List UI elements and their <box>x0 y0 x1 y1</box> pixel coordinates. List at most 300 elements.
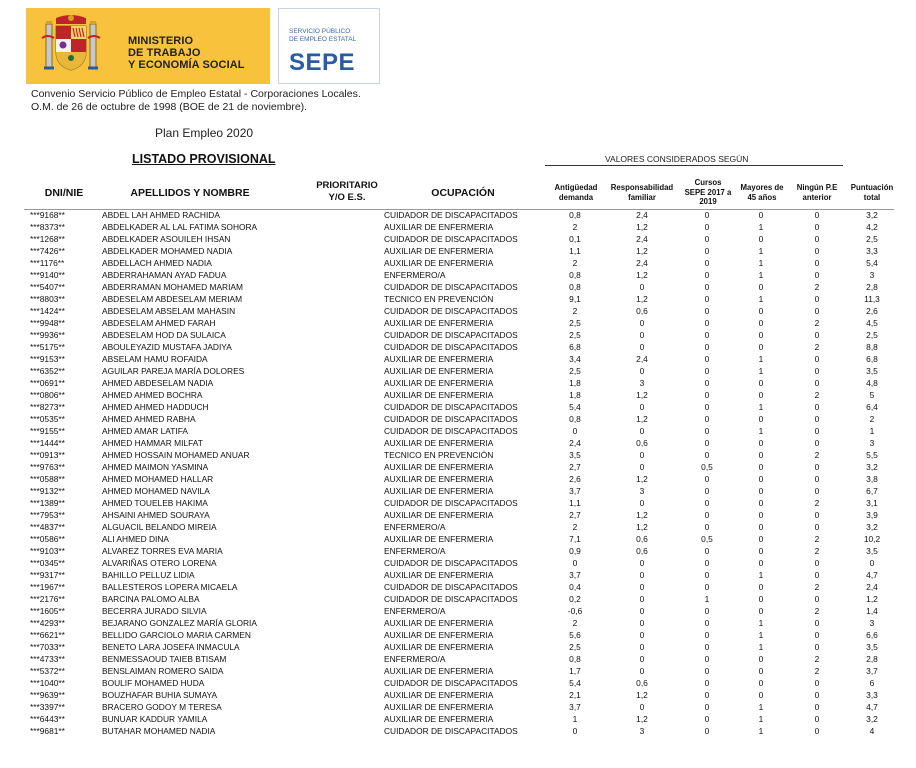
dni-cell: ***4733** <box>30 654 65 664</box>
col-header-cursos-line-3: 2019 <box>699 197 717 206</box>
puntuacion-cell: 3,5 <box>866 546 878 556</box>
occupation-cell: AUXILIAR DE ENFERMERIA <box>384 246 494 256</box>
puntuacion-cell: 3,9 <box>866 510 878 520</box>
mayores-cell: 1 <box>758 642 764 652</box>
ningun-cell: 2 <box>814 282 820 292</box>
dni-cell: ***9168** <box>30 210 65 220</box>
dni-cell: ***0588** <box>30 474 65 484</box>
mayores-cell: 0 <box>758 678 764 688</box>
puntuacion-cell: 4,7 <box>866 570 878 580</box>
responsabilidad-cell: 3 <box>639 486 645 496</box>
responsabilidad-cell: 0,6 <box>636 438 648 448</box>
name-cell: AHMED HOSSAIN MOHAMED ANUAR <box>102 450 250 460</box>
table-row <box>24 617 894 629</box>
name-cell: ABDELKADER ASOUILEH IHSAN <box>102 234 231 244</box>
dni-cell: ***9681** <box>30 726 65 736</box>
name-cell: ABDELKADER MOHAMED NADIA <box>102 246 233 256</box>
col-header-puntuacion <box>846 183 898 202</box>
mayores-cell: 0 <box>758 474 764 484</box>
mayores-cell: 1 <box>758 426 764 436</box>
cursos-cell: 0 <box>704 294 710 304</box>
ningun-cell: 0 <box>814 210 820 220</box>
ningun-cell: 0 <box>814 270 820 280</box>
name-cell: AHMED TOUELEB HAKIMA <box>102 498 208 508</box>
responsabilidad-cell: 1,2 <box>636 246 648 256</box>
responsabilidad-cell: 0 <box>639 642 645 652</box>
puntuacion-cell: 5 <box>869 390 875 400</box>
mayores-cell: 0 <box>758 318 764 328</box>
ningun-cell: 0 <box>814 246 820 256</box>
responsabilidad-cell: 0 <box>639 654 645 664</box>
occupation-cell: CUIDADOR DE DISCAPACITADOS <box>384 306 518 316</box>
mayores-cell: 1 <box>758 714 764 724</box>
puntuacion-cell: 6,4 <box>866 402 878 412</box>
antiguedad-cell: 1,1 <box>569 498 581 508</box>
occupation-cell: TECNICO EN PREVENCIÓN <box>384 450 494 460</box>
col-header-ningun-line-1: Ningún P.E <box>796 183 838 192</box>
antiguedad-cell: 3,7 <box>569 486 581 496</box>
ningun-cell: 0 <box>814 414 820 424</box>
mayores-cell: 0 <box>758 390 764 400</box>
puntuacion-cell: 1,4 <box>866 606 878 616</box>
name-cell: AHMED MAIMON YASMINA <box>102 462 209 472</box>
antiguedad-cell: 9,1 <box>569 294 581 304</box>
mayores-cell: 1 <box>758 726 764 736</box>
name-cell: AHMED AMAR LATIFA <box>102 426 188 436</box>
ningun-cell: 0 <box>814 486 820 496</box>
ministerio-line-1: MINISTERIO <box>128 35 194 47</box>
col-header-dni: DNI/NIE <box>44 187 84 199</box>
mayores-cell: 0 <box>758 582 764 592</box>
occupation-cell: CUIDADOR DE DISCAPACITADOS <box>384 558 518 568</box>
mayores-cell: 0 <box>758 414 764 424</box>
occupation-cell: AUXILIAR DE ENFERMERIA <box>384 258 494 268</box>
antiguedad-cell: 0,8 <box>569 270 581 280</box>
antiguedad-cell: 3,4 <box>569 354 581 364</box>
dni-cell: ***0345** <box>30 558 65 568</box>
mayores-cell: 0 <box>758 522 764 532</box>
name-cell: AHMED AHMED RABHA <box>102 414 196 424</box>
antiguedad-cell: 0 <box>572 726 578 736</box>
col-header-mayores-line-2: 45 años <box>747 192 777 202</box>
mayores-cell: 0 <box>758 282 764 292</box>
responsabilidad-cell: 0 <box>639 498 645 508</box>
cursos-cell: 0 <box>704 606 710 616</box>
occupation-cell: ENFERMERO/A <box>384 654 446 664</box>
table-row <box>24 569 894 581</box>
occupation-cell: AUXILIAR DE ENFERMERIA <box>384 390 494 400</box>
ningun-cell: 0 <box>814 594 820 604</box>
valores-heading: VALORES CONSIDERADOS SEGÚN <box>605 154 749 164</box>
ningun-cell: 2 <box>814 498 820 508</box>
cursos-cell: 0 <box>704 522 710 532</box>
mayores-cell: 1 <box>758 366 764 376</box>
mayores-cell: 0 <box>758 498 764 508</box>
cursos-cell: 0 <box>704 630 710 640</box>
occupation-cell: ENFERMERO/A <box>384 522 446 532</box>
occupation-cell: CUIDADOR DE DISCAPACITADOS <box>384 330 518 340</box>
cursos-cell: 0 <box>704 618 710 628</box>
dni-cell: ***9153** <box>30 354 65 364</box>
dni-cell: ***1040** <box>30 678 65 688</box>
antiguedad-cell: 3,5 <box>569 450 581 460</box>
cursos-cell: 0 <box>704 330 710 340</box>
ningun-cell: 0 <box>814 690 820 700</box>
ningun-cell: 0 <box>814 726 820 736</box>
dni-cell: ***0586** <box>30 534 65 544</box>
cursos-cell: 0 <box>704 474 710 484</box>
antiguedad-cell: 2,6 <box>569 474 581 484</box>
antiguedad-cell: 0,8 <box>569 210 581 220</box>
cursos-cell: 0 <box>704 426 710 436</box>
responsabilidad-cell: 0 <box>639 282 645 292</box>
cursos-cell: 0,5 <box>701 534 713 544</box>
ningun-cell: 2 <box>814 318 820 328</box>
puntuacion-cell: 2,8 <box>866 282 878 292</box>
cursos-cell: 0 <box>704 582 710 592</box>
antiguedad-cell: 0 <box>572 558 578 568</box>
mayores-cell: 0 <box>758 330 764 340</box>
intro-line-2: O.M. de 26 de octubre de 1998 (BOE de 21 de noviembre). <box>31 100 308 113</box>
table-row <box>24 233 894 245</box>
mayores-cell: 0 <box>758 534 764 544</box>
cursos-cell: 0 <box>704 354 710 364</box>
dni-cell: ***6352** <box>30 366 65 376</box>
dni-cell: ***4293** <box>30 618 65 628</box>
table-row <box>24 449 894 461</box>
name-cell: AHMED MOHAMED NAVILA <box>102 486 210 496</box>
mayores-cell: 1 <box>758 270 764 280</box>
ningun-cell: 2 <box>814 450 820 460</box>
puntuacion-cell: 4,7 <box>866 702 878 712</box>
cursos-cell: 0 <box>704 714 710 724</box>
cursos-cell: 0 <box>704 210 710 220</box>
table-row <box>24 377 894 389</box>
sepe-logo <box>278 8 380 84</box>
name-cell: AHMED ABDESELAM NADIA <box>102 378 214 388</box>
ningun-cell: 2 <box>814 606 820 616</box>
occupation-cell: AUXILIAR DE ENFERMERIA <box>384 354 494 364</box>
name-cell: ALVARIÑAS OTERO LORENA <box>102 558 217 568</box>
puntuacion-cell: 1,2 <box>866 594 878 604</box>
responsabilidad-cell: 2,4 <box>636 354 648 364</box>
dni-cell: ***9936** <box>30 330 65 340</box>
dni-cell: ***5407** <box>30 282 65 292</box>
table-row <box>24 497 894 509</box>
occupation-cell: CUIDADOR DE DISCAPACITADOS <box>384 594 518 604</box>
puntuacion-cell: 3,2 <box>866 462 878 472</box>
antiguedad-cell: 1,7 <box>569 666 581 676</box>
mayores-cell: 0 <box>758 450 764 460</box>
antiguedad-cell: 2 <box>572 522 578 532</box>
ningun-cell: 0 <box>814 306 820 316</box>
col-header-cursos <box>680 178 736 207</box>
sepe-subtitle <box>289 28 356 44</box>
col-header-responsabilidad-line-1: Responsabilidad <box>610 183 674 192</box>
occupation-cell: AUXILIAR DE ENFERMERIA <box>384 534 494 544</box>
occupation-cell: CUIDADOR DE DISCAPACITADOS <box>384 582 518 592</box>
puntuacion-cell: 3,2 <box>866 210 878 220</box>
dni-cell: ***7033** <box>30 642 65 652</box>
cursos-cell: 0 <box>704 258 710 268</box>
responsabilidad-cell: 1,2 <box>636 270 648 280</box>
ningun-cell: 0 <box>814 234 820 244</box>
table-row <box>24 257 894 269</box>
occupation-cell: AUXILIAR DE ENFERMERIA <box>384 438 494 448</box>
ningun-cell: 2 <box>814 666 820 676</box>
mayores-cell: 0 <box>758 606 764 616</box>
puntuacion-cell: 8,8 <box>866 342 878 352</box>
occupation-cell: AUXILIAR DE ENFERMERIA <box>384 690 494 700</box>
antiguedad-cell: 2,4 <box>569 438 581 448</box>
cursos-cell: 0 <box>704 570 710 580</box>
cursos-cell: 0 <box>704 318 710 328</box>
dni-cell: ***1444** <box>30 438 65 448</box>
responsabilidad-cell: 0 <box>639 666 645 676</box>
name-cell: AHSAINI AHMED SOURAYA <box>102 510 210 520</box>
occupation-cell: AUXILIAR DE ENFERMERIA <box>384 618 494 628</box>
occupation-cell: CUIDADOR DE DISCAPACITADOS <box>384 342 518 352</box>
puntuacion-cell: 3,5 <box>866 366 878 376</box>
cursos-cell: 0 <box>704 342 710 352</box>
listado-title: LISTADO PROVISIONAL <box>132 152 276 166</box>
responsabilidad-cell: 0 <box>639 570 645 580</box>
cursos-cell: 0 <box>704 666 710 676</box>
cursos-cell: 0 <box>704 486 710 496</box>
puntuacion-cell: 3,7 <box>866 666 878 676</box>
puntuacion-cell: 3 <box>869 270 875 280</box>
responsabilidad-cell: 0 <box>639 618 645 628</box>
name-cell: ABDEL LAH AHMED RACHIDA <box>102 210 220 220</box>
cursos-cell: 0 <box>704 390 710 400</box>
dni-cell: ***0806** <box>30 390 65 400</box>
responsabilidad-cell: 0 <box>639 450 645 460</box>
occupation-cell: CUIDADOR DE DISCAPACITADOS <box>384 402 518 412</box>
antiguedad-cell: 2 <box>572 258 578 268</box>
valores-divider <box>545 165 843 166</box>
mayores-cell: 0 <box>758 438 764 448</box>
responsabilidad-cell: 0 <box>639 582 645 592</box>
plan-title: Plan Empleo 2020 <box>155 126 254 140</box>
table-row <box>24 677 894 689</box>
responsabilidad-cell: 2,4 <box>636 210 648 220</box>
antiguedad-cell: 5,4 <box>569 678 581 688</box>
responsabilidad-cell: 0 <box>639 462 645 472</box>
cursos-cell: 0 <box>704 282 710 292</box>
occupation-cell: TECNICO EN PREVENCIÓN <box>384 294 494 304</box>
puntuacion-cell: 0 <box>869 558 875 568</box>
name-cell: AHMED HAMMAR MILFAT <box>102 438 203 448</box>
antiguedad-cell: 0,4 <box>569 582 581 592</box>
puntuacion-cell: 3,1 <box>866 498 878 508</box>
ningun-cell: 0 <box>814 438 820 448</box>
col-header-ningun <box>790 183 844 202</box>
mayores-cell: 1 <box>758 702 764 712</box>
name-cell: BECERRA JURADO SILVIA <box>102 606 207 616</box>
cursos-cell: 0,5 <box>701 462 713 472</box>
name-cell: AGUILAR PAREJA MARÍA DOLORES <box>102 366 245 376</box>
cursos-cell: 0 <box>704 366 710 376</box>
responsabilidad-cell: 0 <box>639 366 645 376</box>
ningun-cell: 0 <box>814 570 820 580</box>
name-cell: ABDELLACH AHMED NADIA <box>102 258 212 268</box>
responsabilidad-cell: 0 <box>639 594 645 604</box>
puntuacion-cell: 1 <box>869 426 875 436</box>
occupation-cell: AUXILIAR DE ENFERMERIA <box>384 702 494 712</box>
responsabilidad-cell: 0,6 <box>636 306 648 316</box>
occupation-cell: AUXILIAR DE ENFERMERIA <box>384 318 494 328</box>
table-row <box>24 317 894 329</box>
occupation-cell: AUXILIAR DE ENFERMERIA <box>384 570 494 580</box>
dni-cell: ***7426** <box>30 246 65 256</box>
mayores-cell: 1 <box>758 294 764 304</box>
name-cell: BAHILLO PELLUZ LIDIA <box>102 570 195 580</box>
cursos-cell: 0 <box>704 234 710 244</box>
mayores-cell: 0 <box>758 510 764 520</box>
dni-cell: ***0913** <box>30 450 65 460</box>
cursos-cell: 0 <box>704 402 710 412</box>
responsabilidad-cell: 0 <box>639 318 645 328</box>
table-row <box>24 425 894 437</box>
ningun-cell: 2 <box>814 654 820 664</box>
ningun-cell: 2 <box>814 342 820 352</box>
cursos-cell: 0 <box>704 642 710 652</box>
dni-cell: ***5372** <box>30 666 65 676</box>
table-row <box>24 629 894 641</box>
cursos-cell: 0 <box>704 558 710 568</box>
responsabilidad-cell: 1,2 <box>636 690 648 700</box>
col-header-mayores-line-1: Mayores de <box>740 183 784 192</box>
antiguedad-cell: 2,5 <box>569 366 581 376</box>
mayores-cell: 1 <box>758 402 764 412</box>
ministerio-line-3: Y ECONOMÍA SOCIAL <box>128 59 245 71</box>
ningun-cell: 0 <box>814 714 820 724</box>
puntuacion-cell: 2,6 <box>866 306 878 316</box>
mayores-cell: 0 <box>758 486 764 496</box>
table-row <box>24 341 894 353</box>
cursos-cell: 0 <box>704 678 710 688</box>
name-cell: BOULIF MOHAMED HUDA <box>102 678 205 688</box>
table-row <box>24 401 894 413</box>
mayores-cell: 1 <box>758 570 764 580</box>
puntuacion-cell: 4 <box>869 726 875 736</box>
table-row <box>24 461 894 473</box>
occupation-cell: AUXILIAR DE ENFERMERIA <box>384 510 494 520</box>
responsabilidad-cell: 1,2 <box>636 522 648 532</box>
puntuacion-cell: 6,6 <box>866 630 878 640</box>
table-row <box>24 389 894 401</box>
occupation-cell: CUIDADOR DE DISCAPACITADOS <box>384 210 518 220</box>
name-cell: BENETO LARA JOSEFA INMACULA <box>102 642 240 652</box>
name-cell: BUTAHAR MOHAMED NADIA <box>102 726 216 736</box>
occupation-cell: CUIDADOR DE DISCAPACITADOS <box>384 282 518 292</box>
occupation-cell: AUXILIAR DE ENFERMERIA <box>384 714 494 724</box>
table-row <box>24 713 894 725</box>
cursos-cell: 0 <box>704 726 710 736</box>
mayores-cell: 0 <box>758 690 764 700</box>
dni-cell: ***8273** <box>30 402 65 412</box>
puntuacion-cell: 3 <box>869 438 875 448</box>
ningun-cell: 0 <box>814 474 820 484</box>
ningun-cell: 0 <box>814 558 820 568</box>
cursos-cell: 0 <box>704 498 710 508</box>
mayores-cell: 1 <box>758 354 764 364</box>
table-row <box>24 281 894 293</box>
dni-cell: ***9155** <box>30 426 65 436</box>
responsabilidad-cell: 0,6 <box>636 546 648 556</box>
dni-cell: ***9103** <box>30 546 65 556</box>
ningun-cell: 0 <box>814 522 820 532</box>
dni-cell: ***0691** <box>30 378 65 388</box>
ministerio-logo <box>26 8 270 84</box>
ningun-cell: 0 <box>814 258 820 268</box>
name-cell: ABDESELAM HOD DA SULAICA <box>102 330 226 340</box>
intro-line-1: Convenio Servicio Público de Empleo Estatal - Corporaciones Locales. <box>31 88 361 100</box>
dni-cell: ***9763** <box>30 462 65 472</box>
antiguedad-cell: 1,1 <box>569 246 581 256</box>
table-row <box>24 689 894 701</box>
responsabilidad-cell: 0 <box>639 342 645 352</box>
antiguedad-cell: 0,9 <box>569 546 581 556</box>
col-header-prioritario-line-2: Y/O E.S. <box>328 192 366 203</box>
mayores-cell: 1 <box>758 630 764 640</box>
antiguedad-cell: 0,8 <box>569 282 581 292</box>
name-cell: ABDELKADER AL LAL FATIMA SOHORA <box>102 222 258 232</box>
cursos-cell: 0 <box>704 270 710 280</box>
name-cell: ABDERRAHAMAN AYAD FADUA <box>102 270 227 280</box>
table-row <box>24 701 894 713</box>
ningun-cell: 2 <box>814 534 820 544</box>
name-cell: AHMED MOHAMED HALLAR <box>102 474 214 484</box>
table-row <box>24 329 894 341</box>
ningun-cell: 0 <box>814 702 820 712</box>
ministerio-line-2: DE TRABAJO <box>128 47 201 59</box>
col-header-prioritario <box>304 180 390 204</box>
occupation-cell: ENFERMERO/A <box>384 606 446 616</box>
col-header-puntuacion-line-1: Puntuación <box>850 183 894 192</box>
table-row <box>24 725 894 737</box>
dni-cell: ***8373** <box>30 222 65 232</box>
puntuacion-cell: 5,5 <box>866 450 878 460</box>
name-cell: BALLESTEROS LOPERA MICAELA <box>102 582 238 592</box>
name-cell: AHMED AHMED BOCHRA <box>102 390 203 400</box>
puntuacion-cell: 5,4 <box>866 258 878 268</box>
responsabilidad-cell: 1,2 <box>636 414 648 424</box>
dni-cell: ***8803** <box>30 294 65 304</box>
occupation-cell: CUIDADOR DE DISCAPACITADOS <box>384 726 518 736</box>
col-header-prioritario-line-1: PRIORITARIO <box>316 180 378 191</box>
cursos-cell: 0 <box>704 690 710 700</box>
antiguedad-cell: 2,5 <box>569 318 581 328</box>
name-cell: ABDESELAM AHMED FARAH <box>102 318 216 328</box>
col-header-responsabilidad-line-2: familiar <box>628 192 656 202</box>
name-cell: BELLIDO GARCIOLO MARIA CARMEN <box>102 630 251 640</box>
puntuacion-cell: 3,3 <box>866 690 878 700</box>
name-cell: BENMESSAOUD TAIEB BTISAM <box>102 654 227 664</box>
cursos-cell: 0 <box>704 450 710 460</box>
table-row <box>24 221 894 233</box>
table-row <box>24 365 894 377</box>
name-cell: ABSELAM HAMU ROFAIDA <box>102 354 208 364</box>
mayores-cell: 0 <box>758 306 764 316</box>
occupation-cell: CUIDADOR DE DISCAPACITADOS <box>384 234 518 244</box>
mayores-cell: 0 <box>758 654 764 664</box>
responsabilidad-cell: 1,2 <box>636 222 648 232</box>
occupation-cell: AUXILIAR DE ENFERMERIA <box>384 486 494 496</box>
occupation-cell: CUIDADOR DE DISCAPACITADOS <box>384 414 518 424</box>
puntuacion-cell: 2 <box>869 414 875 424</box>
table-row <box>24 545 894 557</box>
